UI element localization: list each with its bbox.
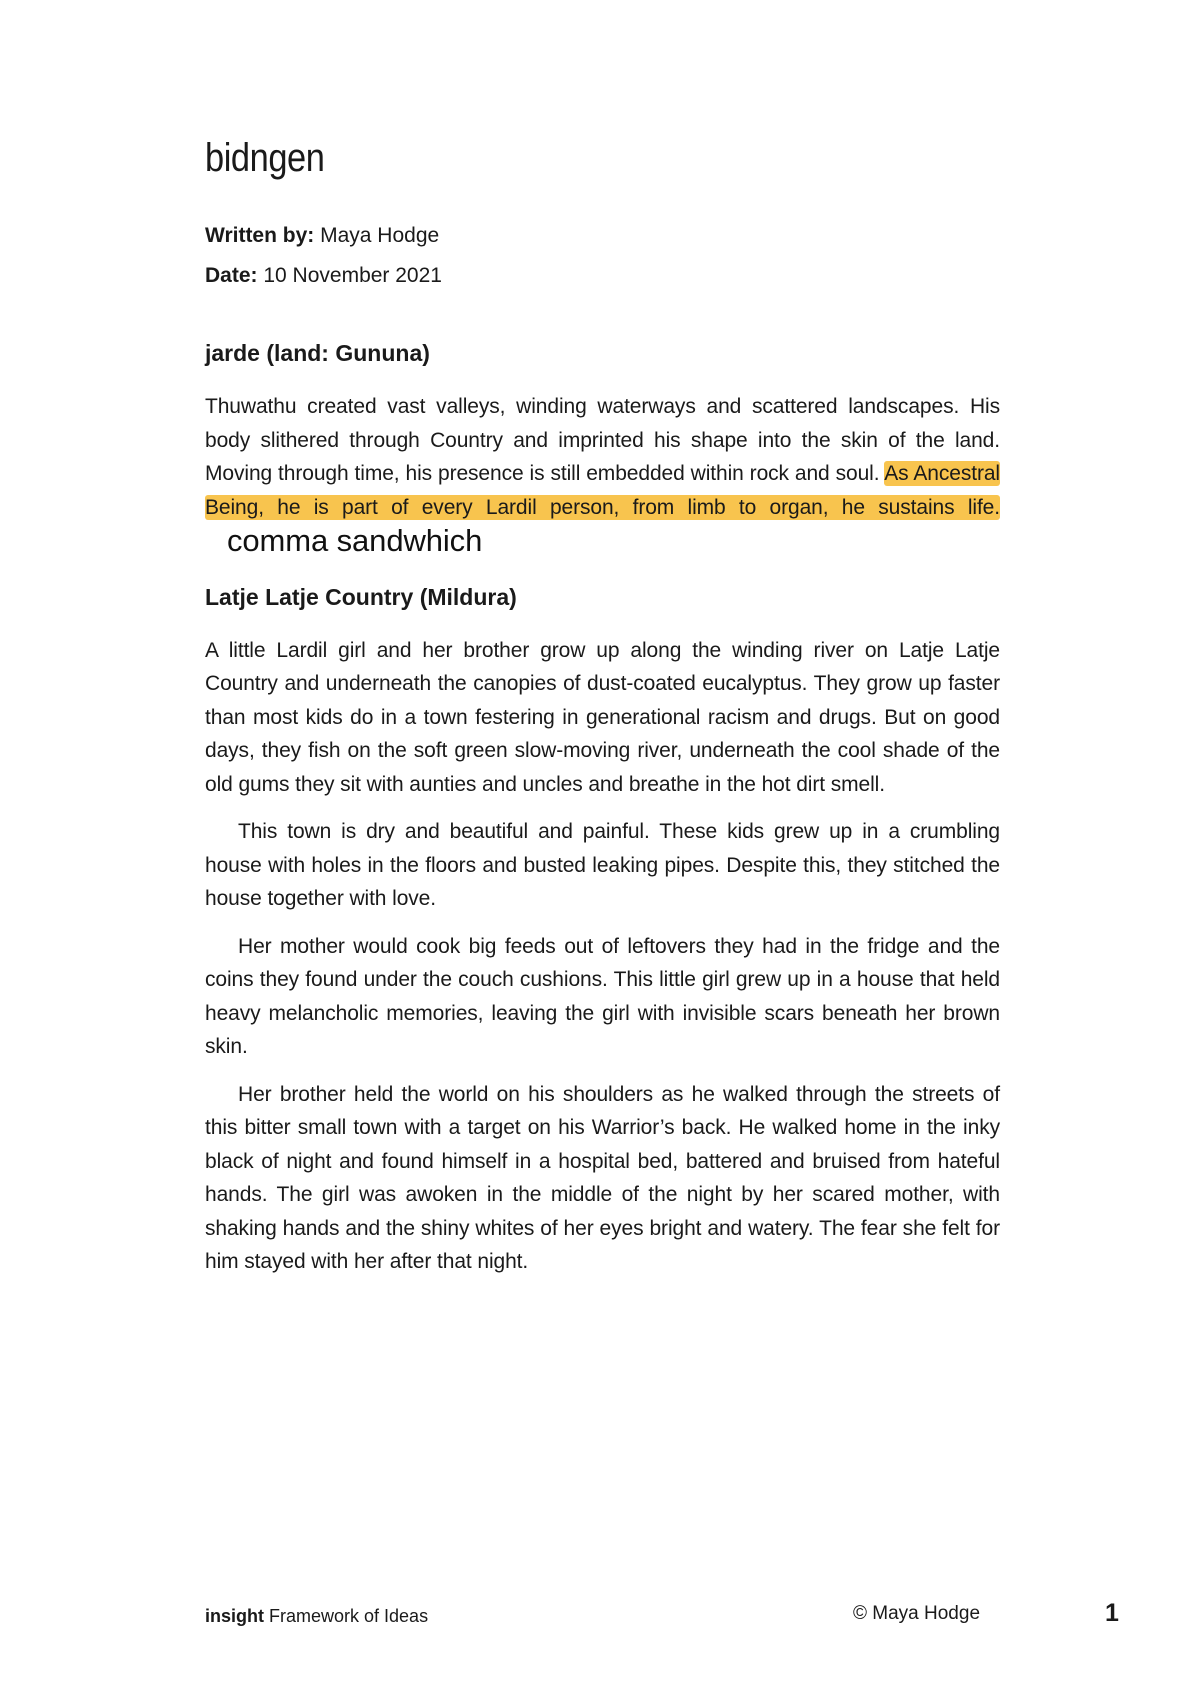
paragraph-land-text: Thuwathu created vast valleys, winding waterways and scattered landscapes. His body slithered through Country and imprinted his shape into the skin of the land. Moving through time, his presence is still embedded within rock and soul. <box>205 395 1000 485</box>
section-heading-country: Latje Latje Country (Mildura) <box>205 583 517 610</box>
page-footer <box>205 1599 1119 1631</box>
annotation-comment[interactable]: comma sandwhich <box>227 523 483 558</box>
section-heading-land: jarde (land: Gununa) <box>205 340 430 366</box>
footer-publication-name: Framework of Ideas <box>269 1606 429 1626</box>
author-line <box>205 224 1000 248</box>
highlighted-text[interactable]: As Ancestral Being, he is part of every Lardil person, from limb to organ, he sustains life. <box>205 462 1000 519</box>
paragraph: Her mother would cook big feeds out of leftovers they had in the fridge and the coins they found under the couch cushions. This little girl grew up in a house that held heavy melancholic memories, leaving the girl with invisible scars beneath her brown skin. <box>205 934 1000 1058</box>
paragraph-land <box>205 390 1000 560</box>
footer-copyright: © Maya Hodge <box>853 1603 981 1624</box>
footer-publication <box>205 1606 428 1627</box>
paragraph: This town is dry and beautiful and painful. These kids grew up in a crumbling house with holes in the floors and busted leaking pipes. Despite this, they stitched the house together with love. <box>205 820 1000 910</box>
document-title: bidngen <box>205 136 325 180</box>
author-name: Maya Hodge <box>320 224 440 247</box>
date-line <box>205 264 1000 288</box>
date-label: Date: <box>205 264 258 287</box>
date-value: 10 November 2021 <box>263 264 442 287</box>
paragraph: Her brother held the world on his shoulders as he walked through the streets of this bitter small town with a target on his Warrior’s back. He walked home in the inky black of night and found himself in a hospital bed, battered and bruised from hateful hands. The girl was awoken in the middle of the night by her scared mother, with shaking hands and the shiny whites of her eyes bright and watery. The fear she felt for him stayed with her after that night. <box>205 1082 1000 1273</box>
author-label: Written by: <box>205 224 315 247</box>
document-body <box>205 130 1000 1293</box>
footer-brand: insight <box>205 1606 264 1626</box>
page-number: 1 <box>1105 1599 1119 1627</box>
paragraph: A little Lardil girl and her brother grow up along the winding river on Latje Latje Country and underneath the canopies of dust-coated eucalyptus. They grow up faster than most kids do in a town festering in generational racism and drugs. But on good days, they fish on the soft green slow-moving river, underneath the cool shade of the old gums they sit with aunties and uncles and breathe in the hot dirt smell. <box>205 638 1000 796</box>
